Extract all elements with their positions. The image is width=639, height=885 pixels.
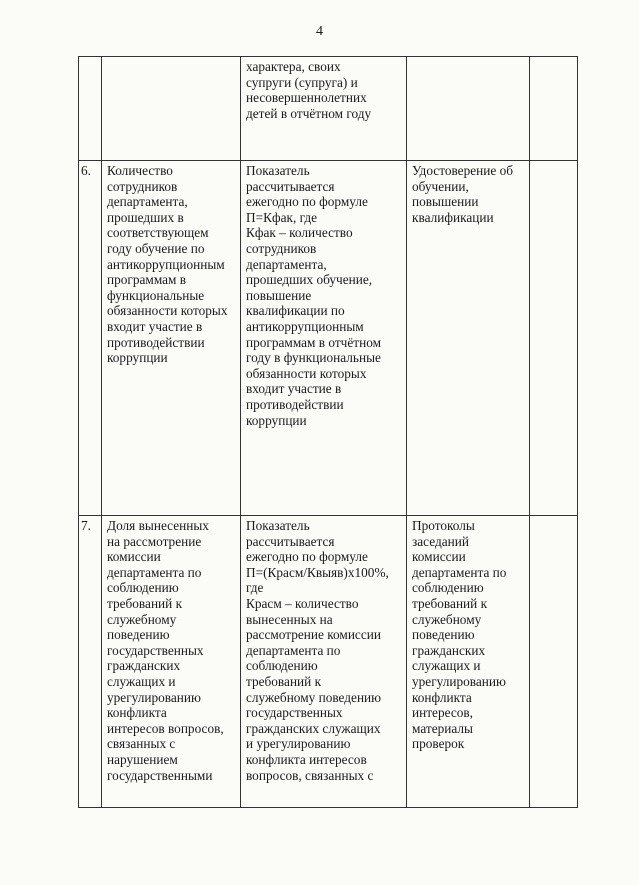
indicator-name-cell: Количество сотрудников департамента, прошедших в соответствующем году обучение по антикоррупционным программам в функциональные обязанности которых входит участие в противодействии коррупции xyxy=(102,161,241,516)
data-source-cell xyxy=(407,57,530,161)
table-row xyxy=(79,161,578,516)
row-number-cell xyxy=(79,57,102,161)
indicators-table xyxy=(78,56,578,808)
page-number: 4 xyxy=(316,24,323,39)
calculation-method-cell: Показатель рассчитывается ежегодно по формуле П=(Красм/Квыяв)х100%, где Красм – количество вынесенных на рассмотрение комиссии департамента по соблюдению требований к служебному поведению государственных гражданских служащих и урегулированию конфликта интересов вопросов, связанных с xyxy=(241,516,407,808)
table-row xyxy=(79,57,578,161)
calculation-method-cell: характера, своих супруги (супруга) и несовершеннолетних детей в отчётном году xyxy=(241,57,407,161)
empty-cell xyxy=(530,161,578,516)
indicator-name-cell: Доля вынесенных на рассмотрение комиссии департамента по соблюдению требований к служебному поведению государственных гражданских служащих и урегулированию конфликта интересов вопросов, связанных с нарушением государственными xyxy=(102,516,241,808)
row-number-cell: 6. xyxy=(79,161,102,516)
indicator-name-cell xyxy=(102,57,241,161)
row-number-cell: 7. xyxy=(79,516,102,808)
data-source-cell: Протоколы заседаний комиссии департамента по соблюдению требований к служебному поведению гражданских служащих и урегулированию конфликта интересов, материалы проверок xyxy=(407,516,530,808)
empty-cell xyxy=(530,516,578,808)
table-row xyxy=(79,516,578,808)
empty-cell xyxy=(530,57,578,161)
data-source-cell: Удостоверение об обучении, повышении квалификации xyxy=(407,161,530,516)
calculation-method-cell: Показатель рассчитывается ежегодно по формуле П=Кфак, где Кфак – количество сотрудников департамента, прошедших обучение, повышение квалификации по антикоррупционным программам в отчётном году в функциональные обязанности которых входит участие в противодействии коррупции xyxy=(241,161,407,516)
